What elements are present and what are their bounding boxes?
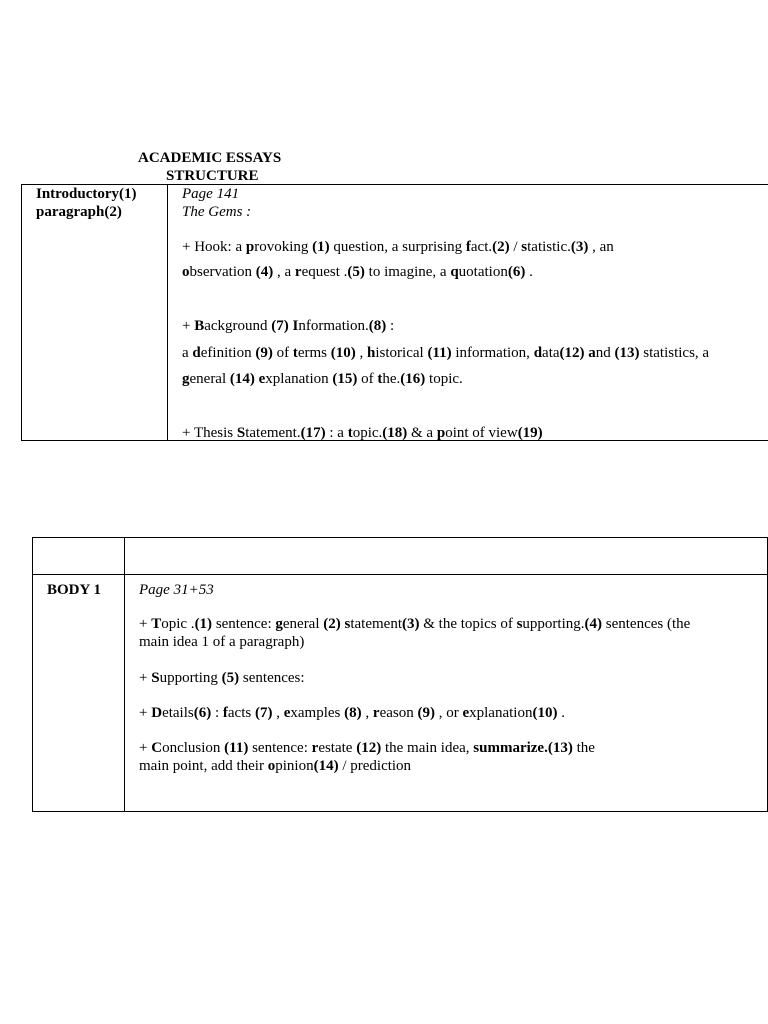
bold-run: p xyxy=(436,425,446,441)
bold-run: t xyxy=(377,371,383,387)
text-run: upporting xyxy=(159,670,222,686)
bold-run: t xyxy=(347,425,353,441)
text-run: + xyxy=(139,740,152,756)
text-run: : xyxy=(386,318,395,334)
conclusion-line-2 xyxy=(139,758,411,775)
text-run: nformation. xyxy=(298,318,369,334)
intro-label-cell xyxy=(22,185,168,440)
text-run: acts xyxy=(227,705,255,721)
text-run: xamples xyxy=(290,705,345,721)
text-run: sentence: xyxy=(212,616,276,632)
bold-run: (8) xyxy=(344,705,362,721)
bold-run: (12) a xyxy=(559,345,596,361)
bold-run: (4) xyxy=(584,616,603,632)
text-run: main idea 1 of a paragraph) xyxy=(139,634,305,650)
bold-run: (14) e xyxy=(229,371,266,387)
topic-line-2 xyxy=(139,634,304,651)
text-run: / xyxy=(509,239,522,255)
text-run: , xyxy=(272,705,284,721)
text-run: rovoking xyxy=(254,239,313,255)
bold-run: p xyxy=(245,239,255,255)
bold-run: (10) xyxy=(532,705,558,721)
text-run: , a xyxy=(273,264,295,280)
text-run: : a xyxy=(325,425,348,441)
background-line-1 xyxy=(182,318,394,335)
bold-run: (8) xyxy=(368,318,387,334)
bold-run: e xyxy=(283,705,291,721)
bold-run: (1) xyxy=(312,239,330,255)
text-run: + xyxy=(139,616,152,632)
bold-run: d xyxy=(192,345,201,361)
text-run: + Hook: a xyxy=(182,239,246,255)
bold-run: D xyxy=(151,705,163,721)
hook-line-1 xyxy=(182,239,614,256)
text-run: etails xyxy=(162,705,194,721)
text-run: main point, add their xyxy=(139,758,268,774)
text-run: information, xyxy=(451,345,534,361)
bold-run: g xyxy=(275,616,283,632)
text-run: + Thesis xyxy=(182,425,237,441)
bold-run: (5) xyxy=(221,670,240,686)
text-run: estate xyxy=(318,740,357,756)
text-run: / prediction xyxy=(338,758,412,774)
text-run: uotation xyxy=(458,264,508,280)
text-run: . xyxy=(525,264,533,280)
bold-run: d xyxy=(533,345,543,361)
bold-run: h xyxy=(367,345,376,361)
text-run: pinion xyxy=(275,758,314,774)
body1-page-ref: Page 31+53 xyxy=(139,582,214,598)
text-run: ackground xyxy=(204,318,272,334)
text-run: erms xyxy=(297,345,331,361)
text-run: eason xyxy=(379,705,418,721)
text-run: upporting. xyxy=(522,616,585,632)
intro-page-ref: Page 141 xyxy=(182,186,240,202)
text-run: topic. xyxy=(425,371,463,387)
thesis-line-1 xyxy=(182,425,543,442)
text-run: act. xyxy=(470,239,493,255)
text-run: tatistic. xyxy=(527,239,571,255)
background-line-3 xyxy=(182,371,463,388)
text-run: , an xyxy=(588,239,614,255)
bold-run: o xyxy=(267,758,276,774)
bold-run: T xyxy=(151,616,162,632)
text-run: + xyxy=(182,318,195,334)
bold-run: f xyxy=(222,705,228,721)
bold-run: (7) xyxy=(254,705,273,721)
details-line-1 xyxy=(139,705,565,722)
bold-run: (18) xyxy=(382,425,408,441)
bold-run: s xyxy=(521,239,528,255)
body1-empty-header-row xyxy=(33,538,767,575)
bold-run: t xyxy=(292,345,298,361)
bold-run: (5) xyxy=(347,264,365,280)
bold-run: o xyxy=(182,264,190,280)
bold-run: (1) xyxy=(194,616,213,632)
text-run: bservation xyxy=(189,264,256,280)
text-run: xplanation xyxy=(265,371,333,387)
bold-run: r xyxy=(372,705,380,721)
bold-run: (13) xyxy=(614,345,640,361)
introduction-table xyxy=(21,184,768,441)
text-run: sentences: xyxy=(239,670,305,686)
bold-run: C xyxy=(151,740,163,756)
text-run: sentences (the xyxy=(602,616,691,632)
bold-run: (2) s xyxy=(323,616,351,632)
background-line-2 xyxy=(182,345,709,362)
text-run: opic . xyxy=(161,616,195,632)
conclusion-line-1 xyxy=(139,740,595,757)
text-run: question, a surprising xyxy=(329,239,466,255)
intro-content-cell xyxy=(168,185,768,440)
text-run: , or xyxy=(434,705,463,721)
text-run: tatement xyxy=(350,616,402,632)
bold-run: (2) xyxy=(492,239,510,255)
text-run: , xyxy=(361,705,373,721)
text-run: tatement. xyxy=(245,425,301,441)
text-run: the main idea, xyxy=(381,740,474,756)
bold-run: (4) xyxy=(255,264,274,280)
bold-run: summarize.(13) xyxy=(473,740,573,756)
hook-line-2 xyxy=(182,264,533,281)
text-run: : xyxy=(211,705,223,721)
text-run: . xyxy=(557,705,565,721)
text-run: a xyxy=(182,345,193,361)
supporting-line-1 xyxy=(139,670,305,687)
text-run: the xyxy=(572,740,595,756)
bold-run: (3) xyxy=(402,616,420,632)
bold-run: (6) xyxy=(193,705,212,721)
text-run: & a xyxy=(407,425,437,441)
text-run: of xyxy=(357,371,378,387)
bold-run: (12) xyxy=(356,740,382,756)
text-run: & the topics of xyxy=(419,616,517,632)
text-run: to imagine, a xyxy=(364,264,451,280)
text-run: istorical xyxy=(375,345,428,361)
text-run: nd xyxy=(595,345,615,361)
body1-label: BODY 1 xyxy=(47,582,102,598)
bold-run: e xyxy=(462,705,470,721)
bold-run: r xyxy=(311,740,319,756)
bold-run: (17) xyxy=(300,425,326,441)
title-line-1: ACADEMIC ESSAYS xyxy=(138,150,282,166)
text-run: he. xyxy=(382,371,401,387)
text-run: oint of view xyxy=(445,425,518,441)
bold-run: (7) I xyxy=(271,318,299,334)
bold-run: q xyxy=(450,264,459,280)
bold-run: r xyxy=(294,264,302,280)
title-line-2: STRUCTURE xyxy=(166,168,259,184)
bold-run: s xyxy=(516,616,523,632)
text-run: equest . xyxy=(301,264,348,280)
text-run: statistics, a xyxy=(639,345,710,361)
bold-run: (19) xyxy=(517,425,543,441)
text-run: ata xyxy=(542,345,560,361)
bold-run: S xyxy=(151,670,160,686)
text-run: eneral xyxy=(282,616,324,632)
bold-run: (16) xyxy=(400,371,426,387)
intro-label-line-2: paragraph(2) xyxy=(36,204,122,220)
bold-run: (14) xyxy=(313,758,339,774)
bold-run: (15) xyxy=(332,371,358,387)
bold-run: g xyxy=(182,371,190,387)
bold-run: (11) xyxy=(224,740,249,756)
text-run: efinition xyxy=(200,345,256,361)
text-run: , xyxy=(355,345,368,361)
text-run: sentence: xyxy=(248,740,312,756)
bold-run: B xyxy=(194,318,205,334)
text-run: of xyxy=(272,345,293,361)
text-run: eneral xyxy=(189,371,230,387)
intro-gems-heading: The Gems : xyxy=(182,204,252,220)
topic-line-1 xyxy=(139,616,690,633)
text-run: + xyxy=(139,670,152,686)
bold-run: (11) xyxy=(427,345,452,361)
bold-run: (3) xyxy=(570,239,589,255)
bold-run: (6) xyxy=(507,264,526,280)
bold-run: (9) xyxy=(417,705,435,721)
body1-column-divider xyxy=(124,538,125,811)
text-run: onclusion xyxy=(162,740,225,756)
intro-label-line-1: Introductory(1) xyxy=(36,186,137,202)
bold-run: (10) xyxy=(330,345,356,361)
body1-table xyxy=(32,537,768,812)
bold-run: (9) xyxy=(255,345,273,361)
bold-run: f xyxy=(465,239,471,255)
text-run: opic. xyxy=(352,425,383,441)
text-run: + xyxy=(139,705,152,721)
bold-run: S xyxy=(236,425,246,441)
text-run: xplanation xyxy=(469,705,533,721)
